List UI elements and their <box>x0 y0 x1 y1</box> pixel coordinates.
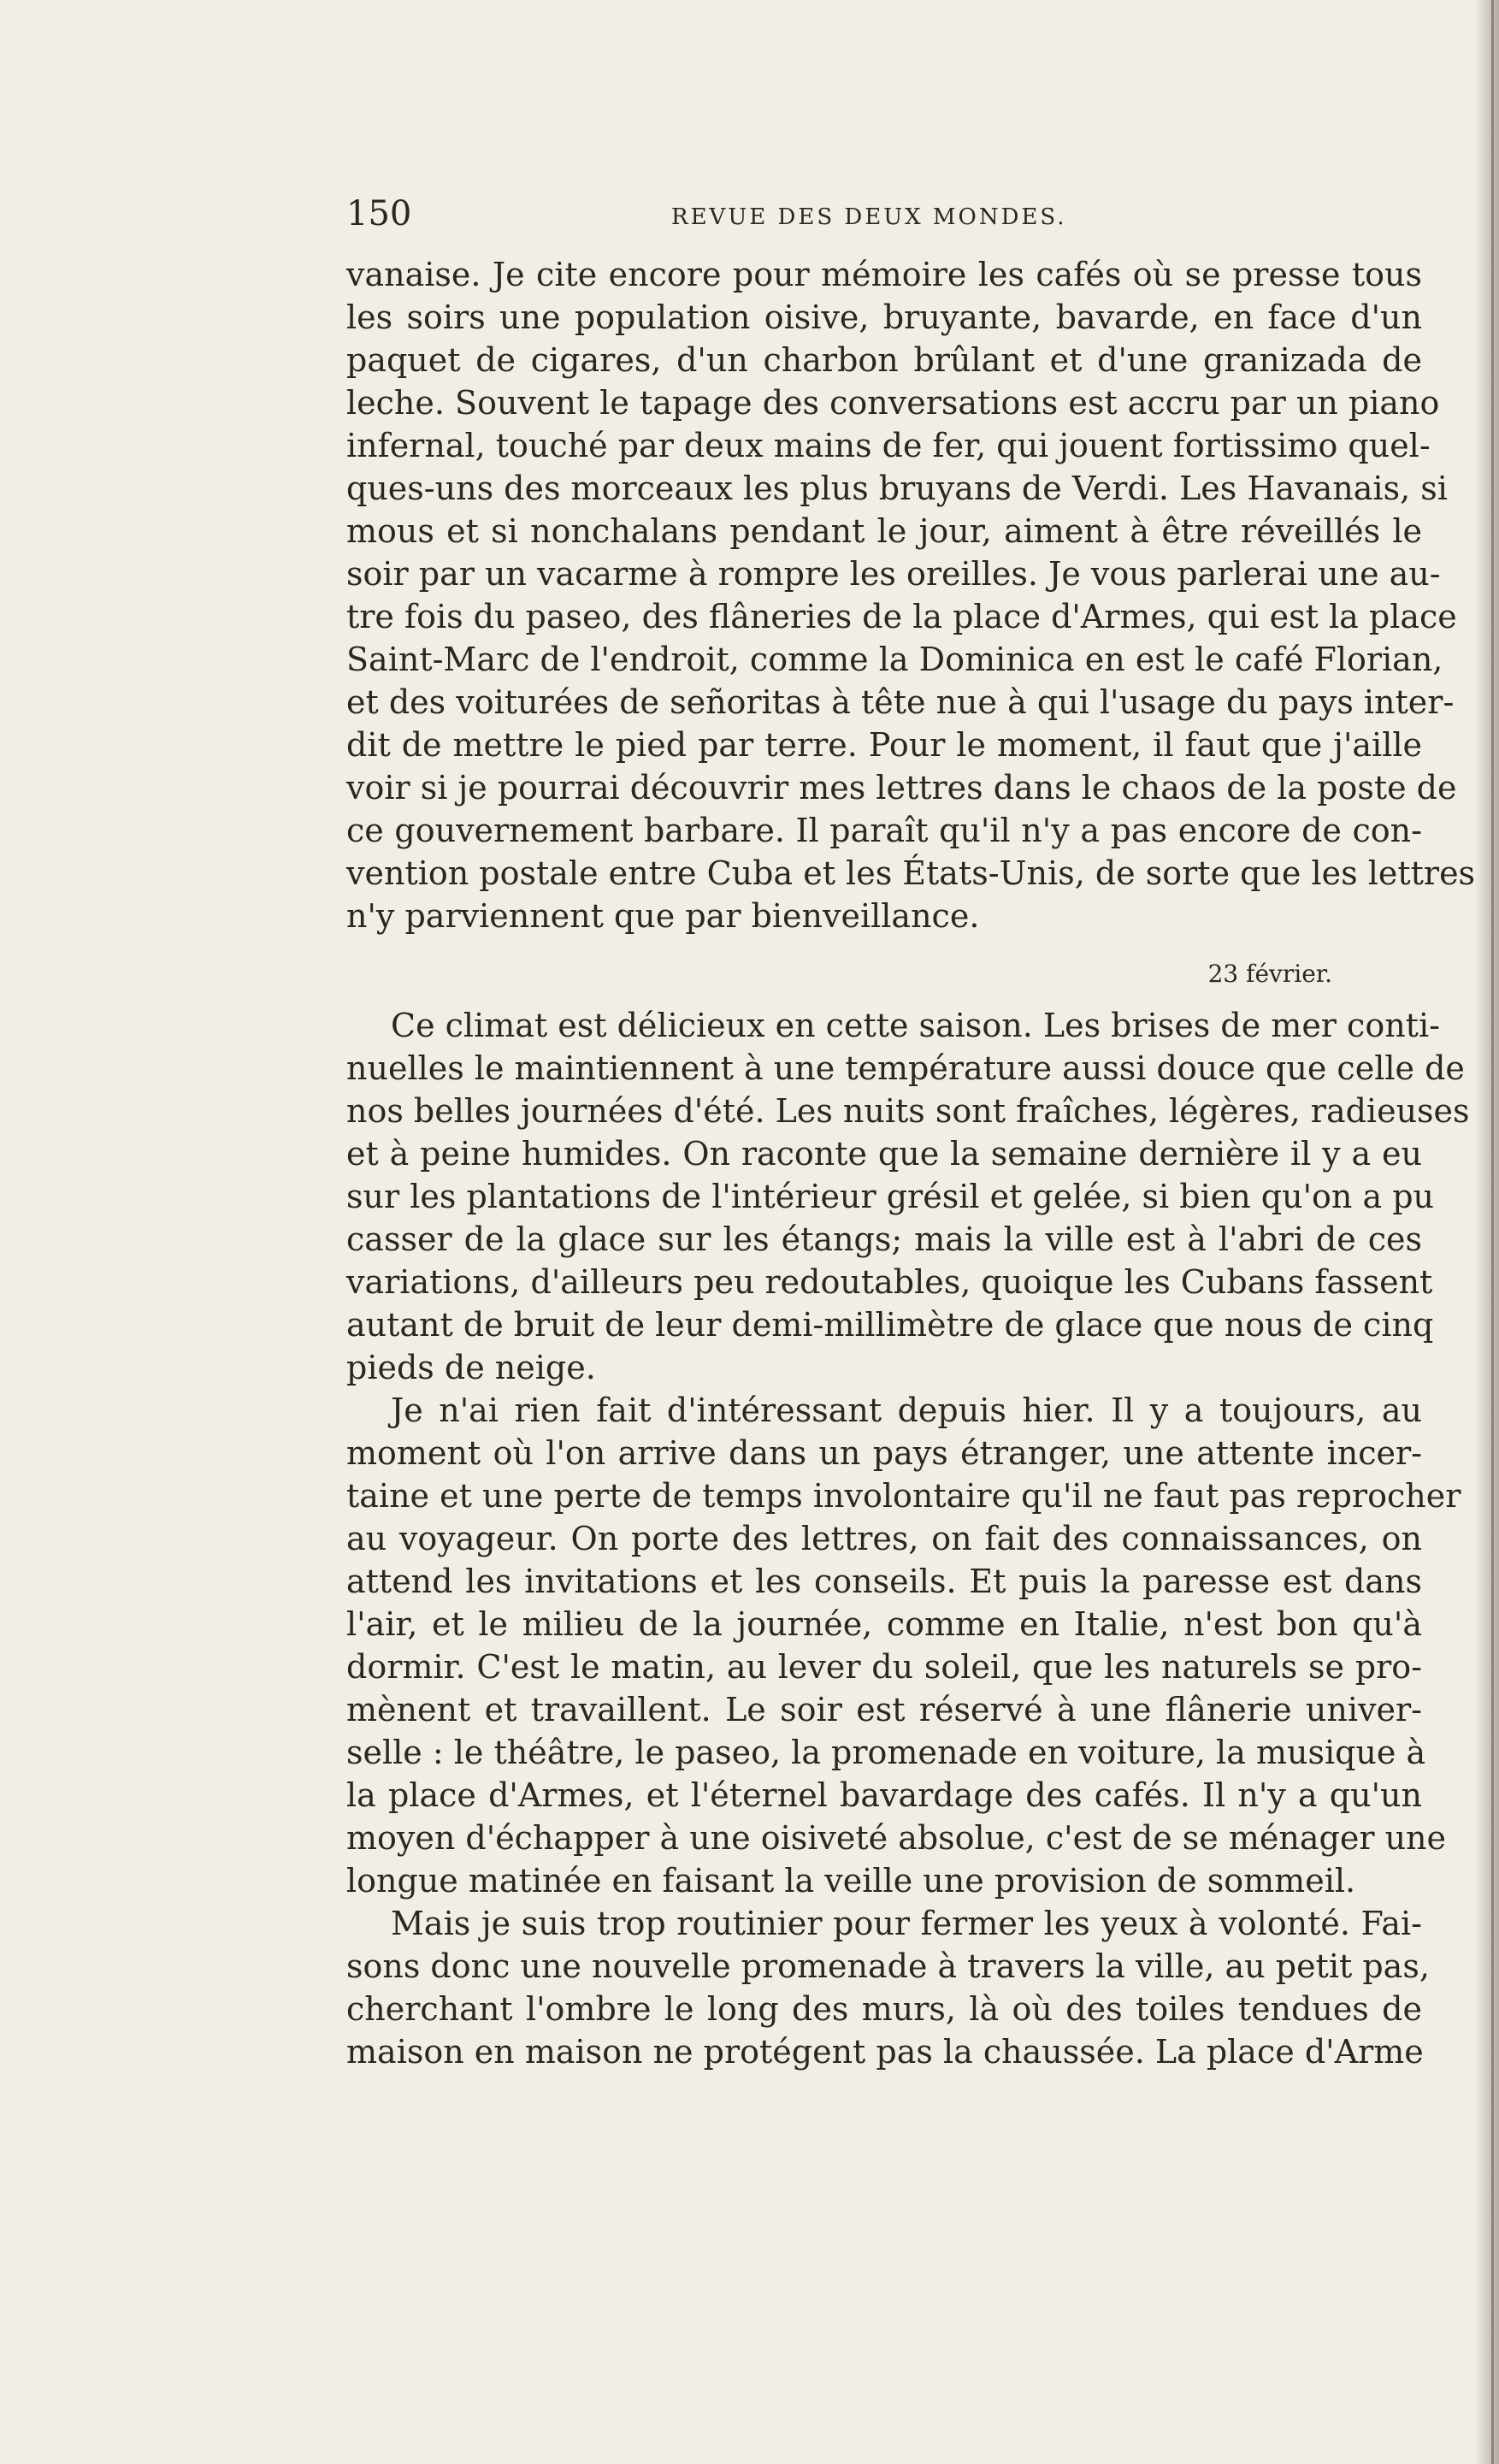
text-line: moment où l'on arrive dans un pays étranger, une attente incer- <box>346 1434 1422 1472</box>
text-line: pieds de neige. <box>346 1349 596 1386</box>
text-line: Ce climat est délicieux en cette saison. Les brises de mer conti- <box>391 1007 1440 1044</box>
text-line: mènent et travaillent. Le soir est réservé à une flânerie univer- <box>346 1691 1422 1728</box>
text-line: dit de mettre le pied par terre. Pour le moment, il faut que j'aille <box>346 726 1422 764</box>
text-line: et à peine humides. On raconte que la semaine dernière il y a eu <box>346 1135 1422 1173</box>
text-line: voir si je pourrai découvrir mes lettres dans le chaos de la poste de <box>346 769 1457 807</box>
text-line: les soirs une population oisive, bruyante, bavarde, en face d'un <box>346 298 1422 336</box>
text-line: Mais je suis trop routinier pour fermer les yeux à volonté. Fai- <box>391 1905 1422 1942</box>
body-text <box>346 253 1476 2073</box>
text-line: au voyageur. On porte des lettres, on fait des connaissances, on <box>346 1520 1422 1557</box>
text-line: vanaise. Je cite encore pour mémoire les cafés où se presse tous <box>346 256 1422 293</box>
page-number: 150 <box>346 194 412 233</box>
text-line: tre fois du paseo, des flâneries de la place d'Armes, qui est la place <box>346 598 1457 635</box>
page-edge-shadow <box>1475 0 1499 2464</box>
text-line: dormir. C'est le matin, au lever du soleil, que les naturels se pro- <box>346 1648 1422 1686</box>
text-line: selle : le théâtre, le paseo, la promenade en voiture, la musique à <box>346 1734 1426 1771</box>
text-line: vention postale entre Cuba et les États-Unis, de sorte que les lettres <box>346 854 1476 892</box>
text-line: ques-uns des morceaux les plus bruyans de Verdi. Les Havanais, si <box>346 470 1448 507</box>
text-line: la place d'Armes, et l'éternel bavardage des cafés. Il n'y a qu'un <box>346 1776 1422 1814</box>
text-line: mous et si nonchalans pendant le jour, aiment à être réveillés le <box>346 512 1422 550</box>
text-line: autant de bruit de leur demi-millimètre de glace que nous de cinq <box>346 1306 1434 1344</box>
text-line: n'y parviennent que par bienveillance. <box>346 897 980 935</box>
text-line: moyen d'échapper à une oisiveté absolue, c'est de se ménager une <box>346 1819 1447 1857</box>
page-edge-line <box>1491 0 1494 2464</box>
text-line: infernal, touché par deux mains de fer, qui jouent fortissimo quel- <box>346 427 1431 464</box>
text-line: Saint-Marc de l'endroit, comme la Dominica en est le café Florian, <box>346 641 1443 678</box>
text-line: sons donc une nouvelle promenade à travers la ville, au petit pas, <box>346 1947 1430 1985</box>
text-line: l'air, et le milieu de la journée, comme en Italie, n'est bon qu'à <box>346 1605 1422 1643</box>
text-line: taine et une perte de temps involontaire qu'il ne faut pas reprocher <box>346 1477 1461 1515</box>
text-line: casser de la glace sur les étangs; mais la ville est à l'abri de ces <box>346 1220 1422 1258</box>
text-line: cherchant l'ombre le long des murs, là où des toiles tendues de <box>346 1990 1422 2028</box>
running-head <box>346 190 1422 241</box>
text-line: Je n'ai rien fait d'intéressant depuis hier. Il y a toujours, au <box>391 1392 1422 1429</box>
text-line: sur les plantations de l'intérieur grésil et gelée, si bien qu'on a pu <box>346 1178 1434 1215</box>
journal-title: REVUE DES DEUX MONDES. <box>671 204 1067 230</box>
text-line: attend les invitations et les conseils. Et puis la paresse est dans <box>346 1563 1422 1600</box>
text-line: paquet de cigares, d'un charbon brûlant et d'une granizada de <box>346 341 1422 379</box>
text-line: nuelles le maintiennent à une température aussi douce que celle de <box>346 1049 1465 1087</box>
text-line: ce gouvernement barbare. Il paraît qu'il n'y a pas encore de con- <box>346 812 1422 849</box>
text-line: leche. Souvent le tapage des conversations est accru par un piano <box>346 384 1440 422</box>
text-line: variations, d'ailleurs peu redoutables, quoique les Cubans fassent <box>346 1263 1433 1301</box>
text-line: longue matinée en faisant la veille une provision de sommeil. <box>346 1862 1356 1900</box>
text-line: nos belles journées d'été. Les nuits sont fraîches, légères, radieuses <box>346 1092 1470 1130</box>
text-line: soir par un vacarme à rompre les oreilles. Je vous parlerai une au- <box>346 555 1441 593</box>
text-line: maison en maison ne protégent pas la chaussée. La place d'Arme <box>346 2033 1424 2071</box>
entry-date: 23 février. <box>1207 960 1332 988</box>
text-line: et des voiturées de señoritas à tête nue à qui l'usage du pays inter- <box>346 683 1455 721</box>
